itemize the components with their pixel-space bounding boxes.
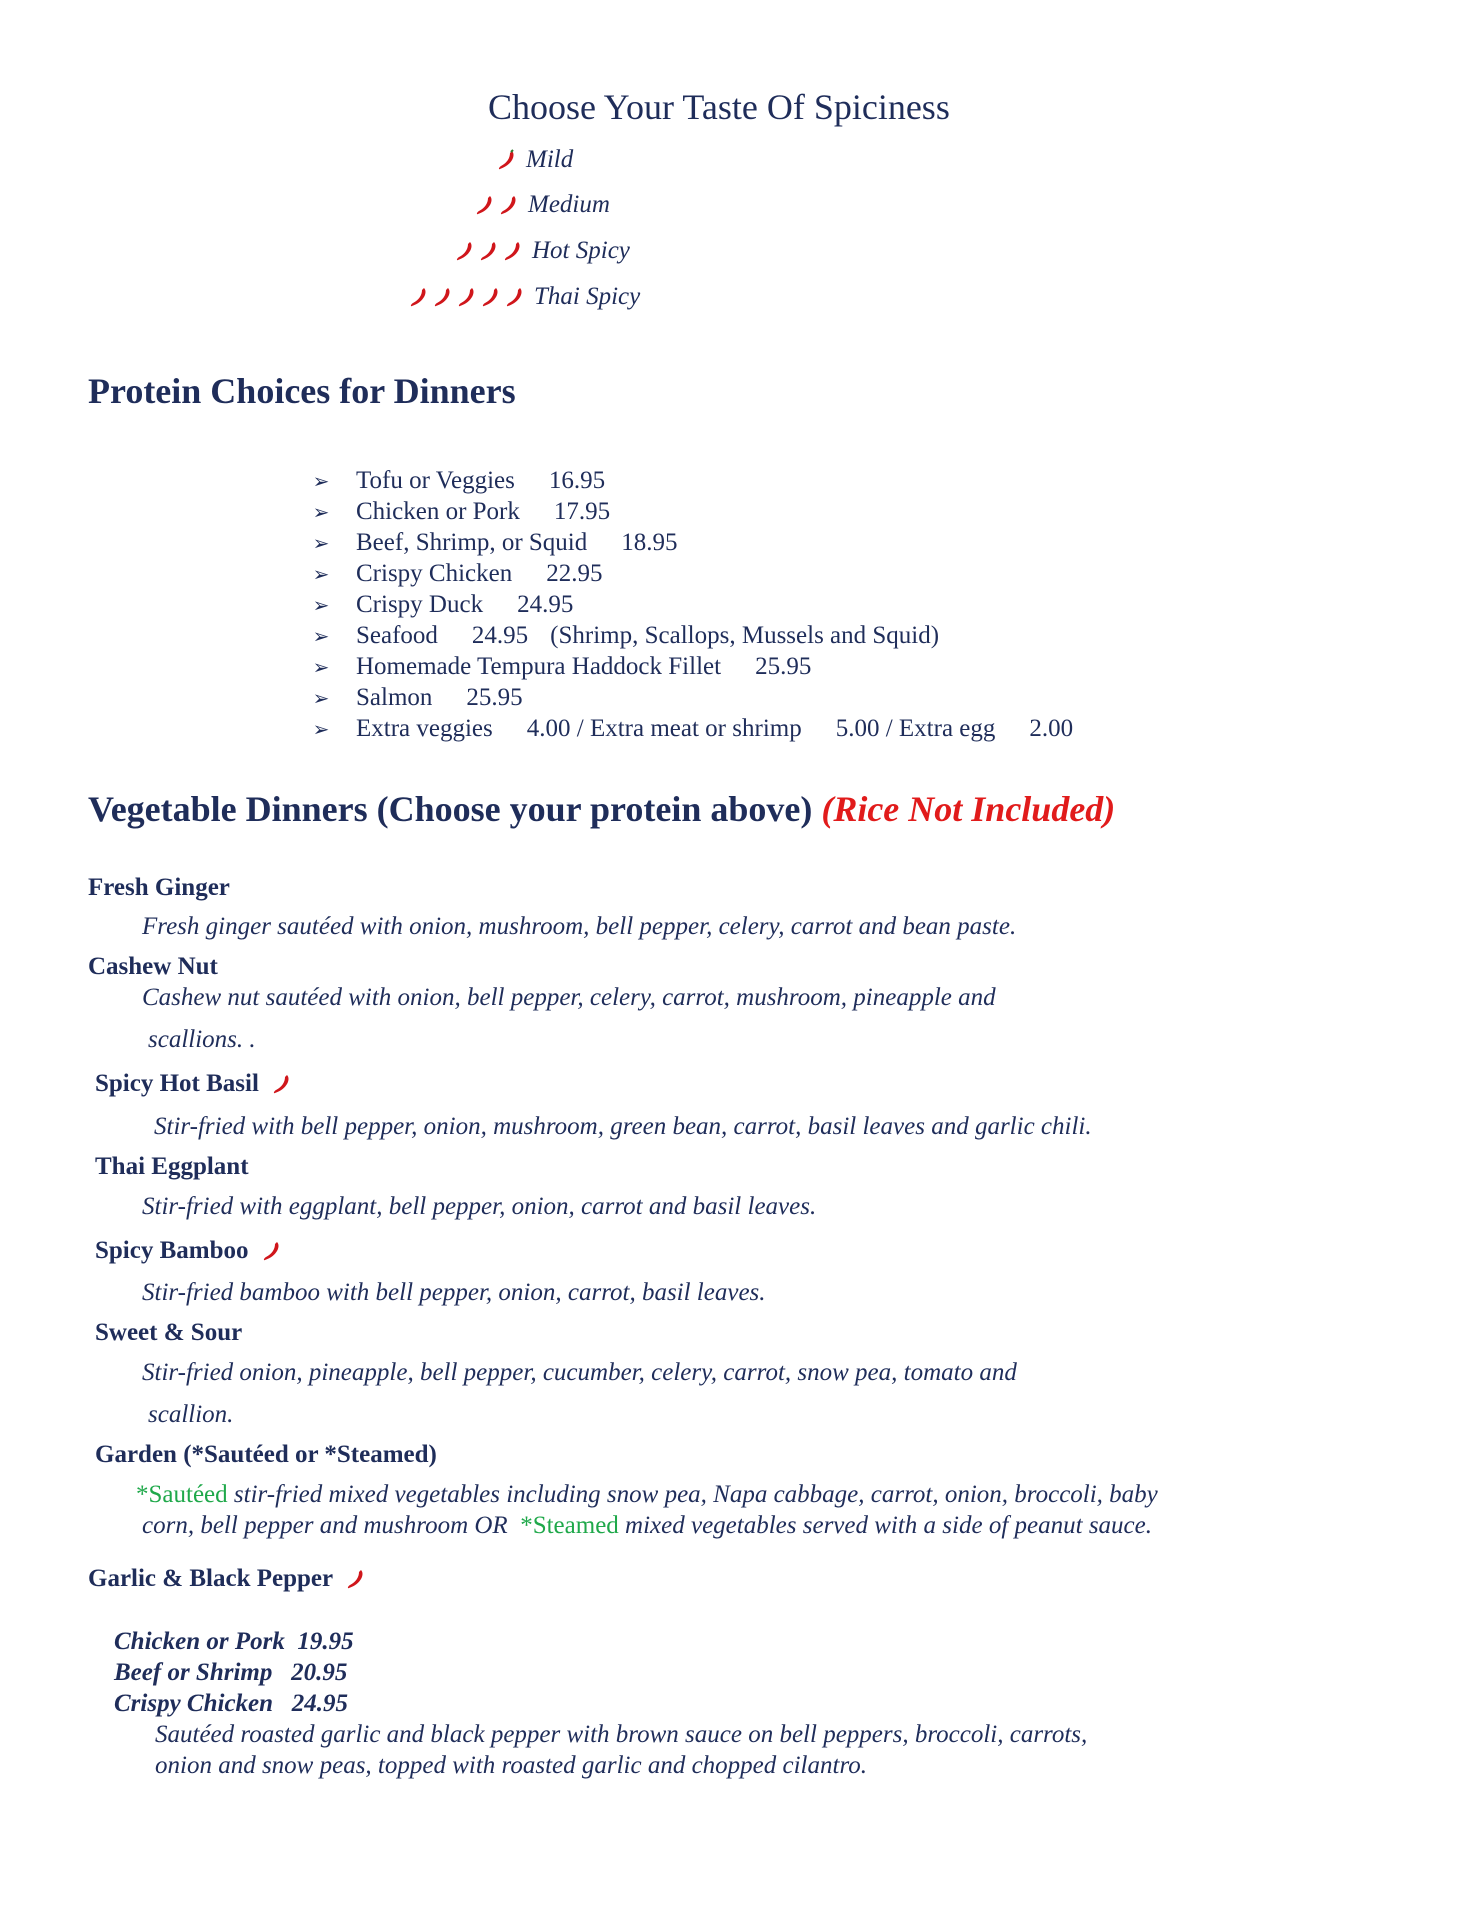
dish-name: Fresh Ginger: [88, 874, 230, 901]
chili-pepper-icon: [496, 149, 518, 171]
price-label: Crispy Chicken: [114, 1690, 274, 1717]
chili-pepper-icon: [474, 194, 496, 216]
dish-description: Cashew nut sautéed with onion, bell pepper, celery, carrot, mushroom, pineapple and: [142, 984, 996, 1011]
spice-level-label: Thai Spicy: [534, 283, 641, 310]
arrow-bullet-icon: ➢: [312, 625, 330, 648]
dish-description: Stir-fried with eggplant, bell pepper, onion, carrot and basil leaves.: [142, 1193, 817, 1220]
extra-meat-price: 5.00: [835, 715, 880, 742]
price-value: 19.95: [297, 1628, 354, 1655]
arrow-bullet-icon: ➢: [312, 501, 330, 524]
extra-egg-price: 2.00: [1029, 715, 1074, 742]
chili-pepper-icons: [408, 286, 526, 308]
spiciness-title: Choose Your Taste Of Spiciness: [488, 87, 950, 127]
protein-name: Salmon: [356, 684, 433, 711]
protein-price: 17.95: [553, 498, 611, 525]
dish-title-row: [88, 1565, 367, 1593]
price-value: 24.95: [291, 1690, 349, 1717]
dish-name: Sweet & Sour: [95, 1319, 243, 1346]
dish-name: Spicy Bamboo: [95, 1237, 249, 1264]
steamed-label: *Steamed: [520, 1512, 619, 1539]
garlic-price-line: [114, 1690, 348, 1718]
protein-item: [308, 498, 610, 526]
dish-description: [142, 1512, 1152, 1540]
chili-pepper-icon: [271, 1073, 293, 1095]
protein-price: 16.95: [548, 467, 606, 494]
protein-name: Homemade Tempura Haddock Fillet: [356, 653, 722, 680]
chili-pepper-icon: [432, 286, 454, 308]
protein-extras: [308, 715, 1073, 743]
protein-price: 22.95: [546, 560, 603, 587]
chili-pepper-icons: [454, 240, 524, 262]
dish-name: Garlic & Black Pepper: [88, 1565, 334, 1592]
price-value: 20.95: [291, 1659, 348, 1686]
price-label: Chicken or Pork: [114, 1628, 285, 1655]
arrow-bullet-icon: ➢: [312, 470, 330, 493]
protein-name: Tofu or Veggies: [356, 467, 515, 494]
chili-pepper-icons: [496, 149, 518, 171]
chili-pepper-icon: [408, 286, 430, 308]
rice-note: (Rice Not Included): [821, 789, 1116, 829]
dish-description: Stir-fried bamboo with bell pepper, onion, carrot, basil leaves.: [142, 1279, 766, 1306]
protein-name: Seafood: [356, 622, 438, 649]
chili-pepper-icon: [478, 240, 500, 262]
extra-veggies-price: 4.00: [526, 715, 571, 742]
vegetable-heading-text: Vegetable Dinners (Choose your protein above): [88, 789, 813, 829]
dish-title-row: [95, 1237, 283, 1265]
extra-meat-label: / Extra meat or shrimp: [576, 715, 802, 742]
dish-name: Garden (*Sautéed or *Steamed): [95, 1441, 437, 1468]
protein-price: 24.95: [471, 622, 529, 649]
arrow-bullet-icon: ➢: [312, 687, 330, 710]
protein-item: [308, 467, 605, 495]
protein-note: (Shrimp, Scallops, Mussels and Squid): [550, 622, 940, 649]
dish-description: [136, 1481, 1158, 1509]
protein-item: [308, 622, 939, 650]
arrow-bullet-icon: ➢: [312, 718, 330, 741]
dish-description: scallion.: [148, 1401, 234, 1428]
extra-veggies-label: Extra veggies: [356, 715, 493, 742]
protein-item: [308, 591, 573, 619]
chili-pepper-icon: [504, 286, 526, 308]
extra-egg-label: / Extra egg: [885, 715, 996, 742]
garlic-price-line: [114, 1659, 347, 1687]
dish-description: scallions. .: [148, 1026, 256, 1053]
chili-pepper-icon: [454, 240, 476, 262]
protein-price: 25.95: [466, 684, 523, 711]
dish-name: Thai Eggplant: [95, 1153, 249, 1180]
protein-heading: Protein Choices for Dinners: [88, 371, 516, 411]
garden-desc-line2: corn, bell pepper and mushroom OR: [142, 1512, 508, 1539]
dish-description: onion and snow peas, topped with roasted garlic and chopped cilantro.: [155, 1752, 867, 1779]
spice-level-mild: [496, 146, 573, 174]
dish-description: Stir-fried with bell pepper, onion, mushroom, green bean, carrot, basil leaves and garlic chili.: [154, 1113, 1092, 1140]
dish-description: Stir-fried onion, pineapple, bell pepper, cucumber, celery, carrot, snow pea, tomato and: [142, 1359, 1017, 1386]
arrow-bullet-icon: ➢: [312, 594, 330, 617]
garden-desc-line1: stir-fried mixed vegetables including snow pea, Napa cabbage, carrot, onion, broccoli, baby: [233, 1481, 1158, 1508]
protein-price: 25.95: [755, 653, 812, 680]
chili-pepper-icon: [480, 286, 502, 308]
spice-level-thai: [408, 283, 640, 311]
spice-level-label: Medium: [528, 191, 610, 218]
arrow-bullet-icon: ➢: [312, 532, 330, 555]
garden-desc-line2-rest: mixed vegetables served with a side of peanut sauce.: [625, 1512, 1152, 1539]
dish-description: Fresh ginger sautéed with onion, mushroom, bell pepper, celery, carrot and bean paste.: [142, 913, 1017, 940]
chili-pepper-icon: [345, 1568, 367, 1590]
chili-pepper-icon: [261, 1240, 283, 1262]
protein-price: 24.95: [517, 591, 574, 618]
chili-pepper-icon: [498, 194, 520, 216]
garlic-price-line: [114, 1628, 354, 1656]
protein-name: Chicken or Pork: [356, 498, 520, 525]
chili-pepper-icon: [456, 286, 478, 308]
chili-pepper-icon: [502, 240, 524, 262]
dish-title-row: [95, 1070, 293, 1098]
protein-name: Beef, Shrimp, or Squid: [356, 529, 588, 556]
dish-name: Spicy Hot Basil: [95, 1070, 259, 1097]
spice-level-label: Hot Spicy: [532, 237, 630, 264]
spice-level-label: Mild: [526, 146, 574, 173]
protein-item: [308, 560, 603, 588]
spice-level-hot: [454, 237, 630, 265]
vegetable-heading: [88, 788, 1115, 830]
protein-item: [308, 653, 811, 681]
dish-name: Cashew Nut: [88, 953, 218, 980]
protein-item: [308, 529, 678, 557]
arrow-bullet-icon: ➢: [312, 656, 330, 679]
protein-price: 18.95: [621, 529, 678, 556]
sauteed-label: *Sautéed: [136, 1481, 228, 1508]
protein-name: Crispy Duck: [356, 591, 484, 618]
arrow-bullet-icon: ➢: [312, 563, 330, 586]
spice-level-medium: [474, 191, 610, 219]
price-label: Beef or Shrimp: [114, 1659, 273, 1686]
dish-description: Sautéed roasted garlic and black pepper with brown sauce on bell peppers, broccoli, carrots,: [155, 1721, 1088, 1748]
protein-item: [308, 684, 523, 712]
protein-name: Crispy Chicken: [356, 560, 513, 587]
chili-pepper-icons: [474, 194, 520, 216]
